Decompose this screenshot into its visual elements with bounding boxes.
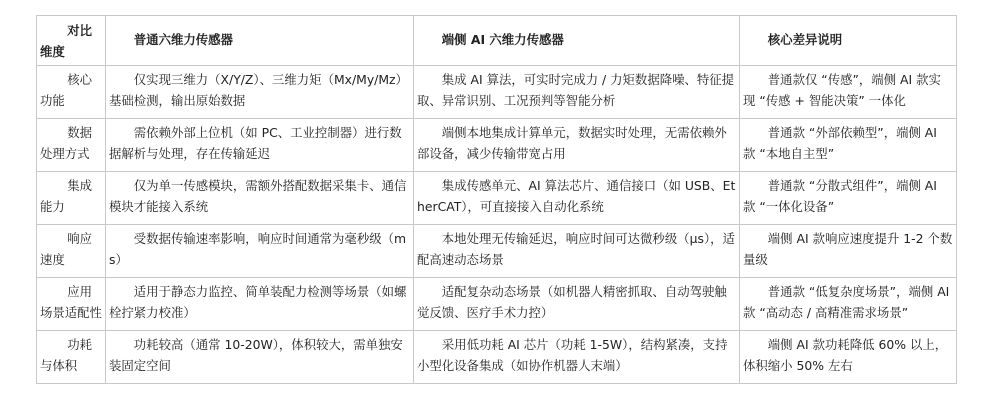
edge-ai-cell: 本地处理无传输延迟，响应时间可达微秒级（μs），适配高速动态场景 (414, 225, 740, 278)
dimension-cell: 核心功能 (37, 66, 106, 119)
difference-cell: 普通款 “分散式组件”，端侧 AI 款 “一体化设备” (740, 172, 957, 225)
table-row (37, 225, 957, 278)
table-row (37, 66, 957, 119)
dimension-cell: 功耗与体积 (37, 331, 106, 384)
difference-cell: 普通款仅 “传感”，端侧 AI 款实现 “传感 + 智能决策” 一体化 (740, 66, 957, 119)
difference-cell: 端侧 AI 款功耗降低 60% 以上，体积缩小 50% 左右 (740, 331, 957, 384)
table-row (37, 119, 957, 172)
regular-cell: 仅实现三维力（X/Y/Z）、三维力矩（Mx/My/Mz）基础检测，输出原始数据 (106, 66, 414, 119)
header-cell-dimension: 对比维度 (37, 16, 106, 66)
dimension-cell: 响应速度 (37, 225, 106, 278)
regular-cell: 仅为单一传感模块，需额外搭配数据采集卡、通信模块才能接入系统 (106, 172, 414, 225)
difference-cell: 端侧 AI 款响应速度提升 1-2 个数量级 (740, 225, 957, 278)
header-cell-edge-ai: 端侧 AI 六维力传感器 (414, 16, 740, 66)
table-row (37, 331, 957, 384)
regular-cell: 受数据传输速率影响，响应时间通常为毫秒级（ms） (106, 225, 414, 278)
dimension-cell: 应用场景适配性 (37, 278, 106, 331)
edge-ai-cell: 适配复杂动态场景（如机器人精密抓取、自动驾驶触觉反馈、医疗手术力控） (414, 278, 740, 331)
regular-cell: 需依赖外部上位机（如 PC、工业控制器）进行数据解析与处理，存在传输延迟 (106, 119, 414, 172)
edge-ai-cell: 采用低功耗 AI 芯片（功耗 1-5W），结构紧凑，支持小型化设备集成（如协作机器人末端） (414, 331, 740, 384)
header-cell-difference: 核心差异说明 (740, 16, 957, 66)
dimension-cell: 数据处理方式 (37, 119, 106, 172)
difference-cell: 普通款 “外部依赖型”，端侧 AI 款 “本地自主型” (740, 119, 957, 172)
edge-ai-cell: 端侧本地集成计算单元，数据实时处理，无需依赖外部设备，减少传输带宽占用 (414, 119, 740, 172)
comparison-table (36, 15, 957, 384)
edge-ai-cell: 集成 AI 算法，可实时完成力 / 力矩数据降噪、特征提取、异常识别、工况预判等智能分析 (414, 66, 740, 119)
dimension-cell: 集成能力 (37, 172, 106, 225)
header-cell-regular: 普通六维力传感器 (106, 16, 414, 66)
table-row (37, 278, 957, 331)
regular-cell: 功耗较高（通常 10-20W），体积较大，需单独安装固定空间 (106, 331, 414, 384)
regular-cell: 适用于静态力监控、简单装配力检测等场景（如螺栓拧紧力校准） (106, 278, 414, 331)
table-row (37, 172, 957, 225)
difference-cell: 普通款 “低复杂度场景”，端侧 AI 款 “高动态 / 高精准需求场景” (740, 278, 957, 331)
edge-ai-cell: 集成传感单元、AI 算法芯片、通信接口（如 USB、EtherCAT），可直接接入自动化系统 (414, 172, 740, 225)
header-row (37, 16, 957, 66)
